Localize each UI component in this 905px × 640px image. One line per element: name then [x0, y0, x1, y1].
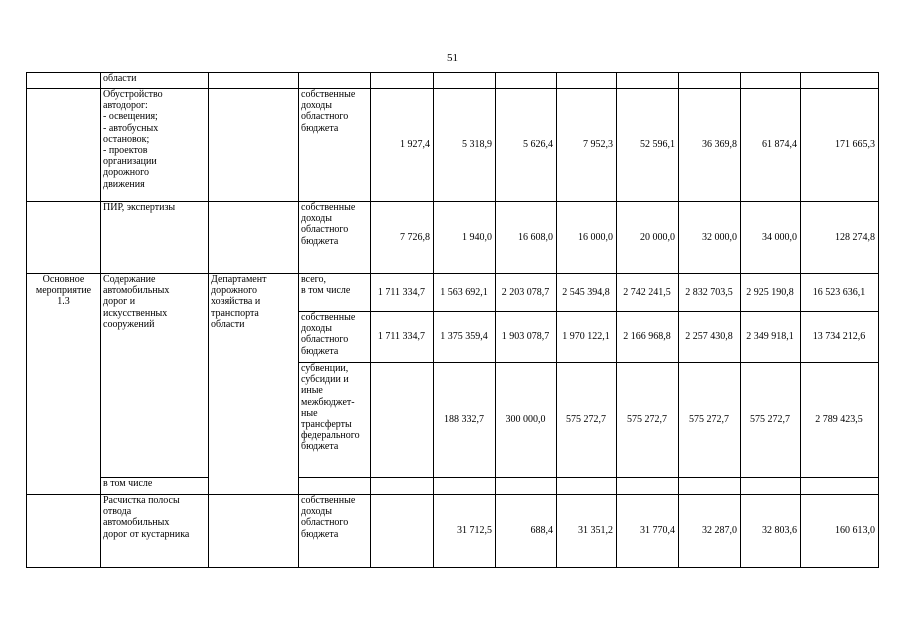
- value-cell: 16 608,0: [496, 202, 557, 274]
- measure-cell: [27, 495, 101, 568]
- name-cell: Содержание автомобильных дорог и искусственных сооружений: [101, 274, 209, 478]
- value-cell: 32 287,0: [679, 495, 741, 568]
- value-cell: 575 272,7: [679, 363, 741, 478]
- source-cell: собственные доходы областного бюджета: [299, 495, 371, 568]
- value-cell: [679, 478, 741, 495]
- value-cell: [496, 73, 557, 89]
- value-cell: 31 770,4: [617, 495, 679, 568]
- value-cell: 31 351,2: [557, 495, 617, 568]
- value-cell: 2 789 423,5: [801, 363, 879, 478]
- table-row: [27, 202, 879, 274]
- value-cell: [371, 495, 434, 568]
- value-cell: 2 742 241,5: [617, 274, 679, 312]
- name-cell: в том числе: [101, 478, 209, 495]
- value-cell: 1 563 692,1: [434, 274, 496, 312]
- source-cell: всего, в том числе: [299, 274, 371, 312]
- value-cell: 688,4: [496, 495, 557, 568]
- table-row: [27, 274, 879, 312]
- name-cell: Расчистка полосы отвода автомобильных дорог от кустарника: [101, 495, 209, 568]
- value-cell: 61 874,4: [741, 89, 801, 202]
- value-cell: 575 272,7: [557, 363, 617, 478]
- value-cell: 160 613,0: [801, 495, 879, 568]
- value-cell: 575 272,7: [617, 363, 679, 478]
- executor-cell: [209, 89, 299, 202]
- value-cell: 1 375 359,4: [434, 312, 496, 363]
- executor-cell: [209, 73, 299, 89]
- value-cell: 34 000,0: [741, 202, 801, 274]
- value-cell: 2 203 078,7: [496, 274, 557, 312]
- measure-cell: Основное мероприятие 1.3: [27, 274, 101, 495]
- value-cell: [741, 478, 801, 495]
- value-cell: 128 274,8: [801, 202, 879, 274]
- source-cell: собственные доходы областного бюджета: [299, 202, 371, 274]
- value-cell: 16 000,0: [557, 202, 617, 274]
- value-cell: 575 272,7: [741, 363, 801, 478]
- value-cell: [741, 73, 801, 89]
- value-cell: 13 734 212,6: [801, 312, 879, 363]
- value-cell: [557, 478, 617, 495]
- value-cell: 1 940,0: [434, 202, 496, 274]
- table-row: [27, 495, 879, 568]
- value-cell: 5 318,9: [434, 89, 496, 202]
- value-cell: [434, 73, 496, 89]
- value-cell: 188 332,7: [434, 363, 496, 478]
- value-cell: 2 545 394,8: [557, 274, 617, 312]
- value-cell: [434, 478, 496, 495]
- measure-cell: [27, 202, 101, 274]
- measure-cell: [27, 89, 101, 202]
- source-cell: собственные доходы областного бюджета: [299, 89, 371, 202]
- source-cell: субвенции, субсидии и иные межбюджет- ные трансферты федерального бюджета: [299, 363, 371, 478]
- value-cell: 1 903 078,7: [496, 312, 557, 363]
- value-cell: 300 000,0: [496, 363, 557, 478]
- value-cell: 2 349 918,1: [741, 312, 801, 363]
- table-row: [27, 478, 879, 495]
- value-cell: 1 711 334,7: [371, 312, 434, 363]
- executor-cell: Департамент дорожного хозяйства и транспорта области: [209, 274, 299, 495]
- value-cell: 16 523 636,1: [801, 274, 879, 312]
- executor-cell: [209, 202, 299, 274]
- value-cell: 5 626,4: [496, 89, 557, 202]
- name-cell: Обустройство автодорог: - освещения; - автобусных остановок; - проектов организации дорожного движения: [101, 89, 209, 202]
- value-cell: [801, 73, 879, 89]
- value-cell: 1 970 122,1: [557, 312, 617, 363]
- value-cell: [617, 478, 679, 495]
- value-cell: [496, 478, 557, 495]
- source-cell: [299, 73, 371, 89]
- source-cell: собственные доходы областного бюджета: [299, 312, 371, 363]
- value-cell: 2 257 430,8: [679, 312, 741, 363]
- value-cell: 32 000,0: [679, 202, 741, 274]
- value-cell: 1 927,4: [371, 89, 434, 202]
- value-cell: 1 711 334,7: [371, 274, 434, 312]
- value-cell: [371, 478, 434, 495]
- value-cell: [617, 73, 679, 89]
- value-cell: [371, 73, 434, 89]
- measure-cell: [27, 73, 101, 89]
- value-cell: 2 925 190,8: [741, 274, 801, 312]
- budget-table: [26, 72, 879, 568]
- value-cell: 2 832 703,5: [679, 274, 741, 312]
- table-row: [27, 89, 879, 202]
- value-cell: 52 596,1: [617, 89, 679, 202]
- value-cell: [371, 363, 434, 478]
- value-cell: 2 166 968,8: [617, 312, 679, 363]
- value-cell: 31 712,5: [434, 495, 496, 568]
- value-cell: [557, 73, 617, 89]
- page-number: 51: [447, 52, 458, 64]
- value-cell: [801, 478, 879, 495]
- name-cell: области: [101, 73, 209, 89]
- value-cell: 32 803,6: [741, 495, 801, 568]
- value-cell: [679, 73, 741, 89]
- executor-cell: [209, 495, 299, 568]
- value-cell: 36 369,8: [679, 89, 741, 202]
- source-cell: [299, 478, 371, 495]
- value-cell: 20 000,0: [617, 202, 679, 274]
- name-cell: ПИР, экспертизы: [101, 202, 209, 274]
- value-cell: 171 665,3: [801, 89, 879, 202]
- value-cell: 7 952,3: [557, 89, 617, 202]
- table-row: [27, 73, 879, 89]
- value-cell: 7 726,8: [371, 202, 434, 274]
